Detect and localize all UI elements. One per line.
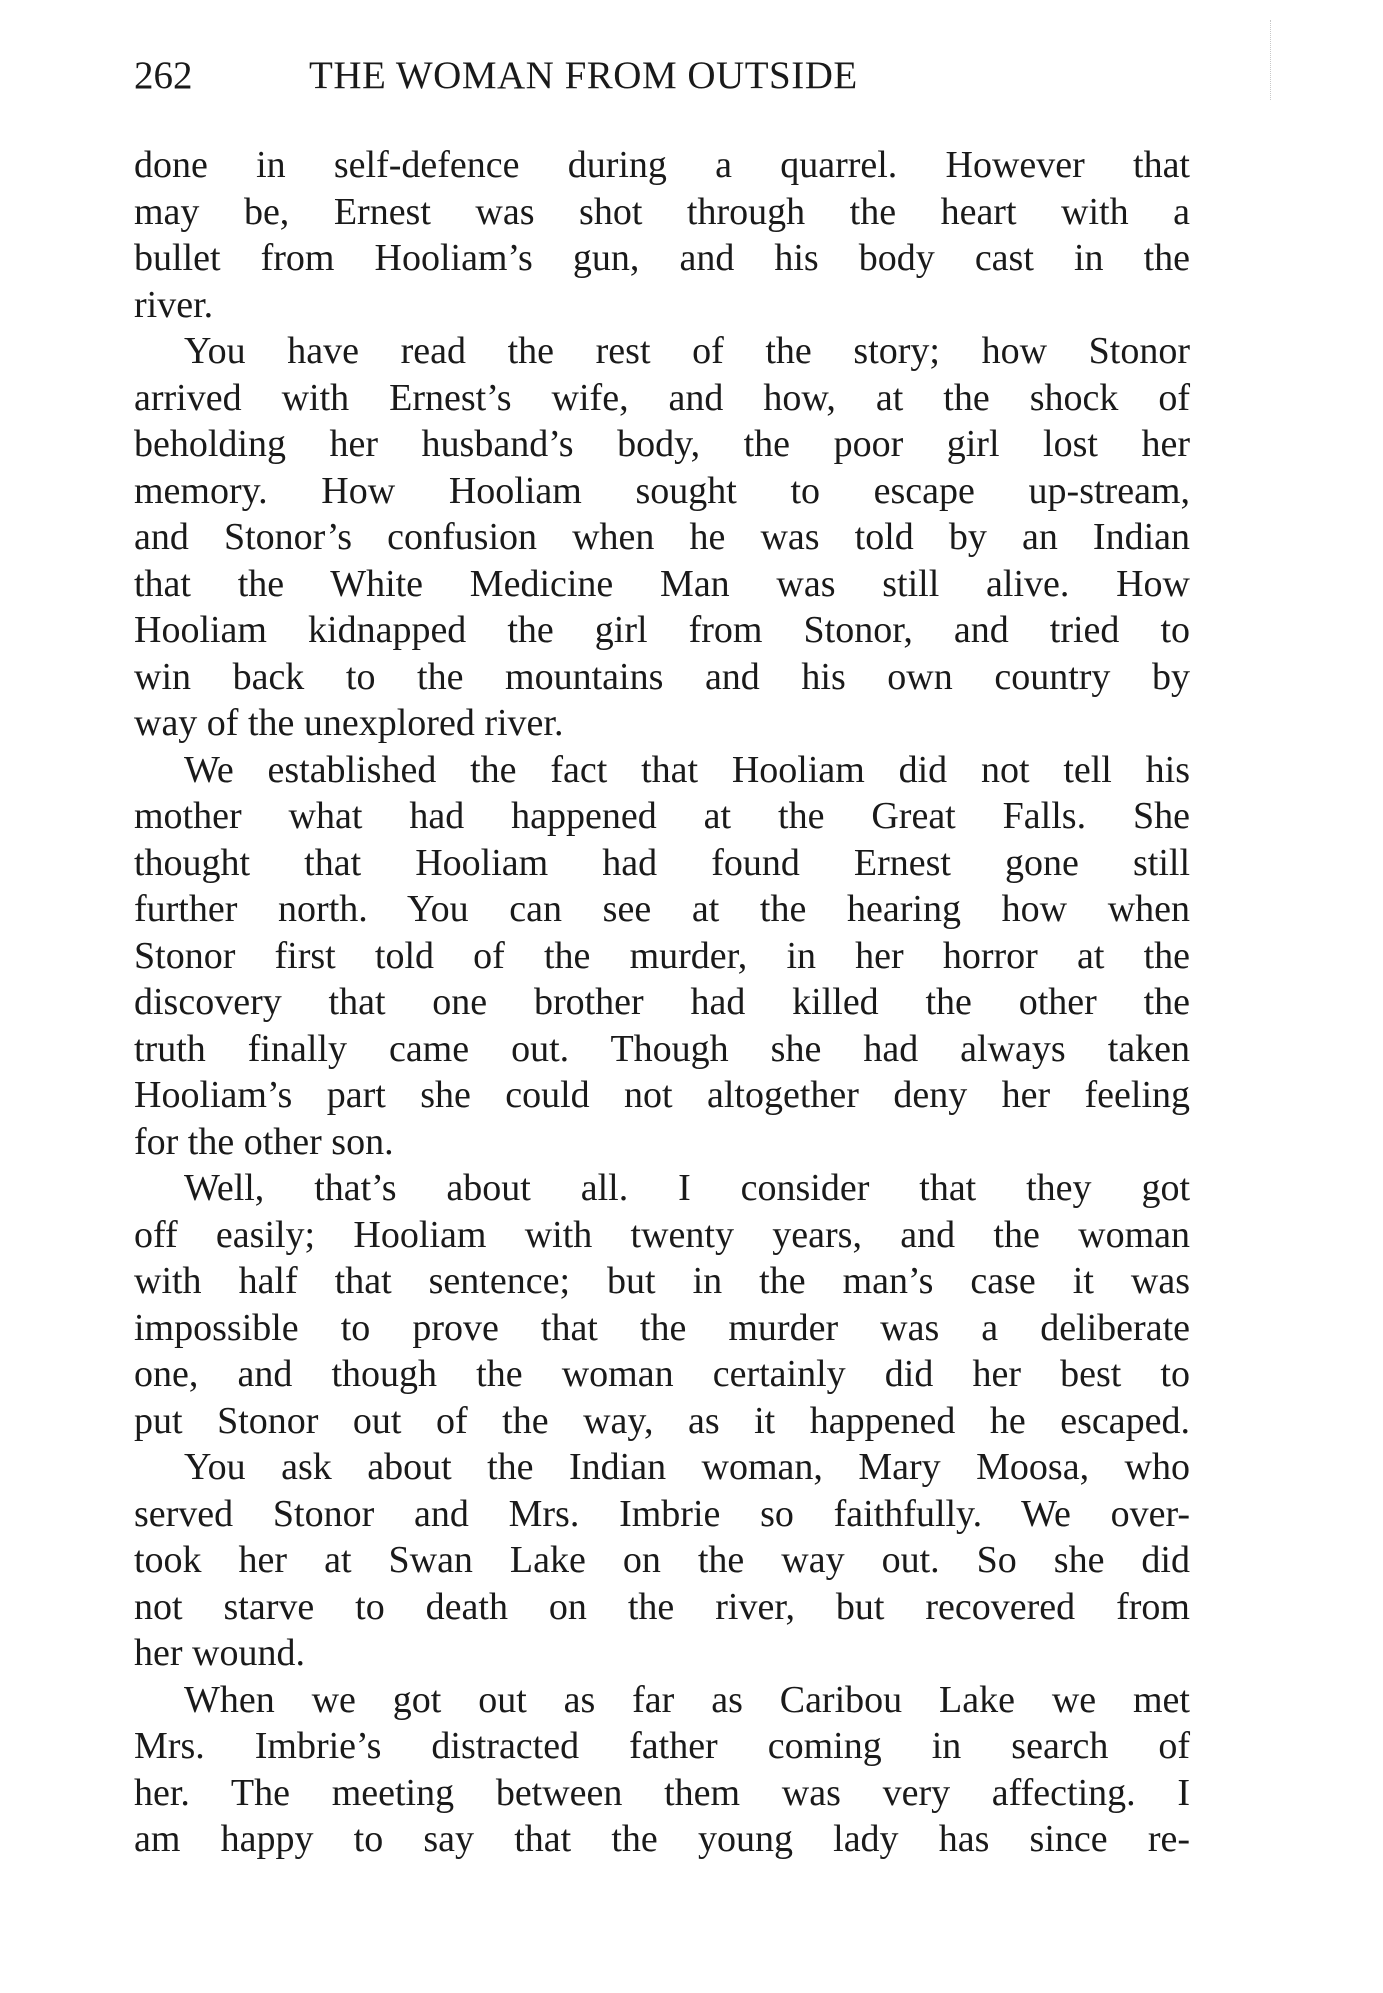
text-line: not starve to death on the river, but recovered from — [134, 1585, 1190, 1628]
text-line: Stonor first told of the murder, in her horror at the — [134, 934, 1190, 977]
text-line: with half that sentence; but in the man’s case it was — [134, 1260, 1190, 1302]
running-title: THE WOMAN FROM OUTSIDE — [309, 54, 858, 97]
text-line: thought that Hooliam had found Ernest gone still — [134, 841, 1190, 884]
text-line: and Stonor’s confusion when he was told by an Indian — [134, 516, 1190, 558]
text-line: memory. How Hooliam sought to escape up-stream, — [134, 469, 1190, 512]
text-line: one, and though the woman certainly did her best to — [134, 1353, 1190, 1395]
text-line: truth finally came out. Though she had always taken — [134, 1027, 1190, 1070]
text-line: win back to the mountains and his own country by — [134, 655, 1190, 698]
text-line: You have read the rest of the story; how Stonor — [184, 330, 1190, 372]
body-text — [134, 142, 1190, 1863]
text-line: for the other son. — [134, 1120, 394, 1163]
text-line: served Stonor and Mrs. Imbrie so faithfully. We over- — [134, 1492, 1190, 1535]
text-line: discovery that one brother had killed the other the — [134, 981, 1190, 1023]
text-line: arrived with Ernest’s wife, and how, at the shock of — [134, 376, 1190, 419]
text-line: mother what had happened at the Great Falls. She — [134, 795, 1190, 837]
text-line: may be, Ernest was shot through the heart with a — [134, 190, 1190, 233]
text-line: put Stonor out of the way, as it happened he escaped. — [134, 1399, 1190, 1442]
text-line: that the White Medicine Man was still alive. How — [134, 562, 1190, 605]
text-line: further north. You can see at the hearing how when — [134, 888, 1190, 930]
text-line: am happy to say that the young lady has since re- — [134, 1818, 1190, 1860]
text-line: Well, that’s about all. I consider that they got — [184, 1167, 1190, 1209]
page-header — [134, 46, 1214, 106]
text-line: You ask about the Indian woman, Mary Moosa, who — [184, 1446, 1190, 1488]
text-line: done in self-defence during a quarrel. However that — [134, 144, 1190, 186]
page-number: 262 — [134, 54, 193, 97]
margin-speckle — [1270, 20, 1273, 100]
text-line: impossible to prove that the murder was a deliberate — [134, 1306, 1190, 1349]
text-line: her wound. — [134, 1632, 305, 1674]
text-line: took her at Swan Lake on the way out. So she did — [134, 1539, 1190, 1581]
text-line: Hooliam’s part she could not altogether deny her feeling — [134, 1074, 1190, 1116]
text-line: off easily; Hooliam with twenty years, and the woman — [134, 1213, 1190, 1256]
text-line: beholding her husband’s body, the poor girl lost her — [134, 423, 1190, 465]
text-line: Hooliam kidnapped the girl from Stonor, and tried to — [134, 609, 1190, 651]
text-line: way of the unexplored river. — [134, 702, 564, 744]
text-line: river. — [134, 283, 214, 326]
text-line: bullet from Hooliam’s gun, and his body cast in the — [134, 237, 1190, 279]
text-line: Mrs. Imbrie’s distracted father coming in search of — [134, 1725, 1190, 1767]
text-line: her. The meeting between them was very affecting. I — [134, 1771, 1190, 1814]
text-line: We established the fact that Hooliam did not tell his — [184, 748, 1190, 791]
text-line: When we got out as far as Caribou Lake we met — [184, 1678, 1190, 1721]
